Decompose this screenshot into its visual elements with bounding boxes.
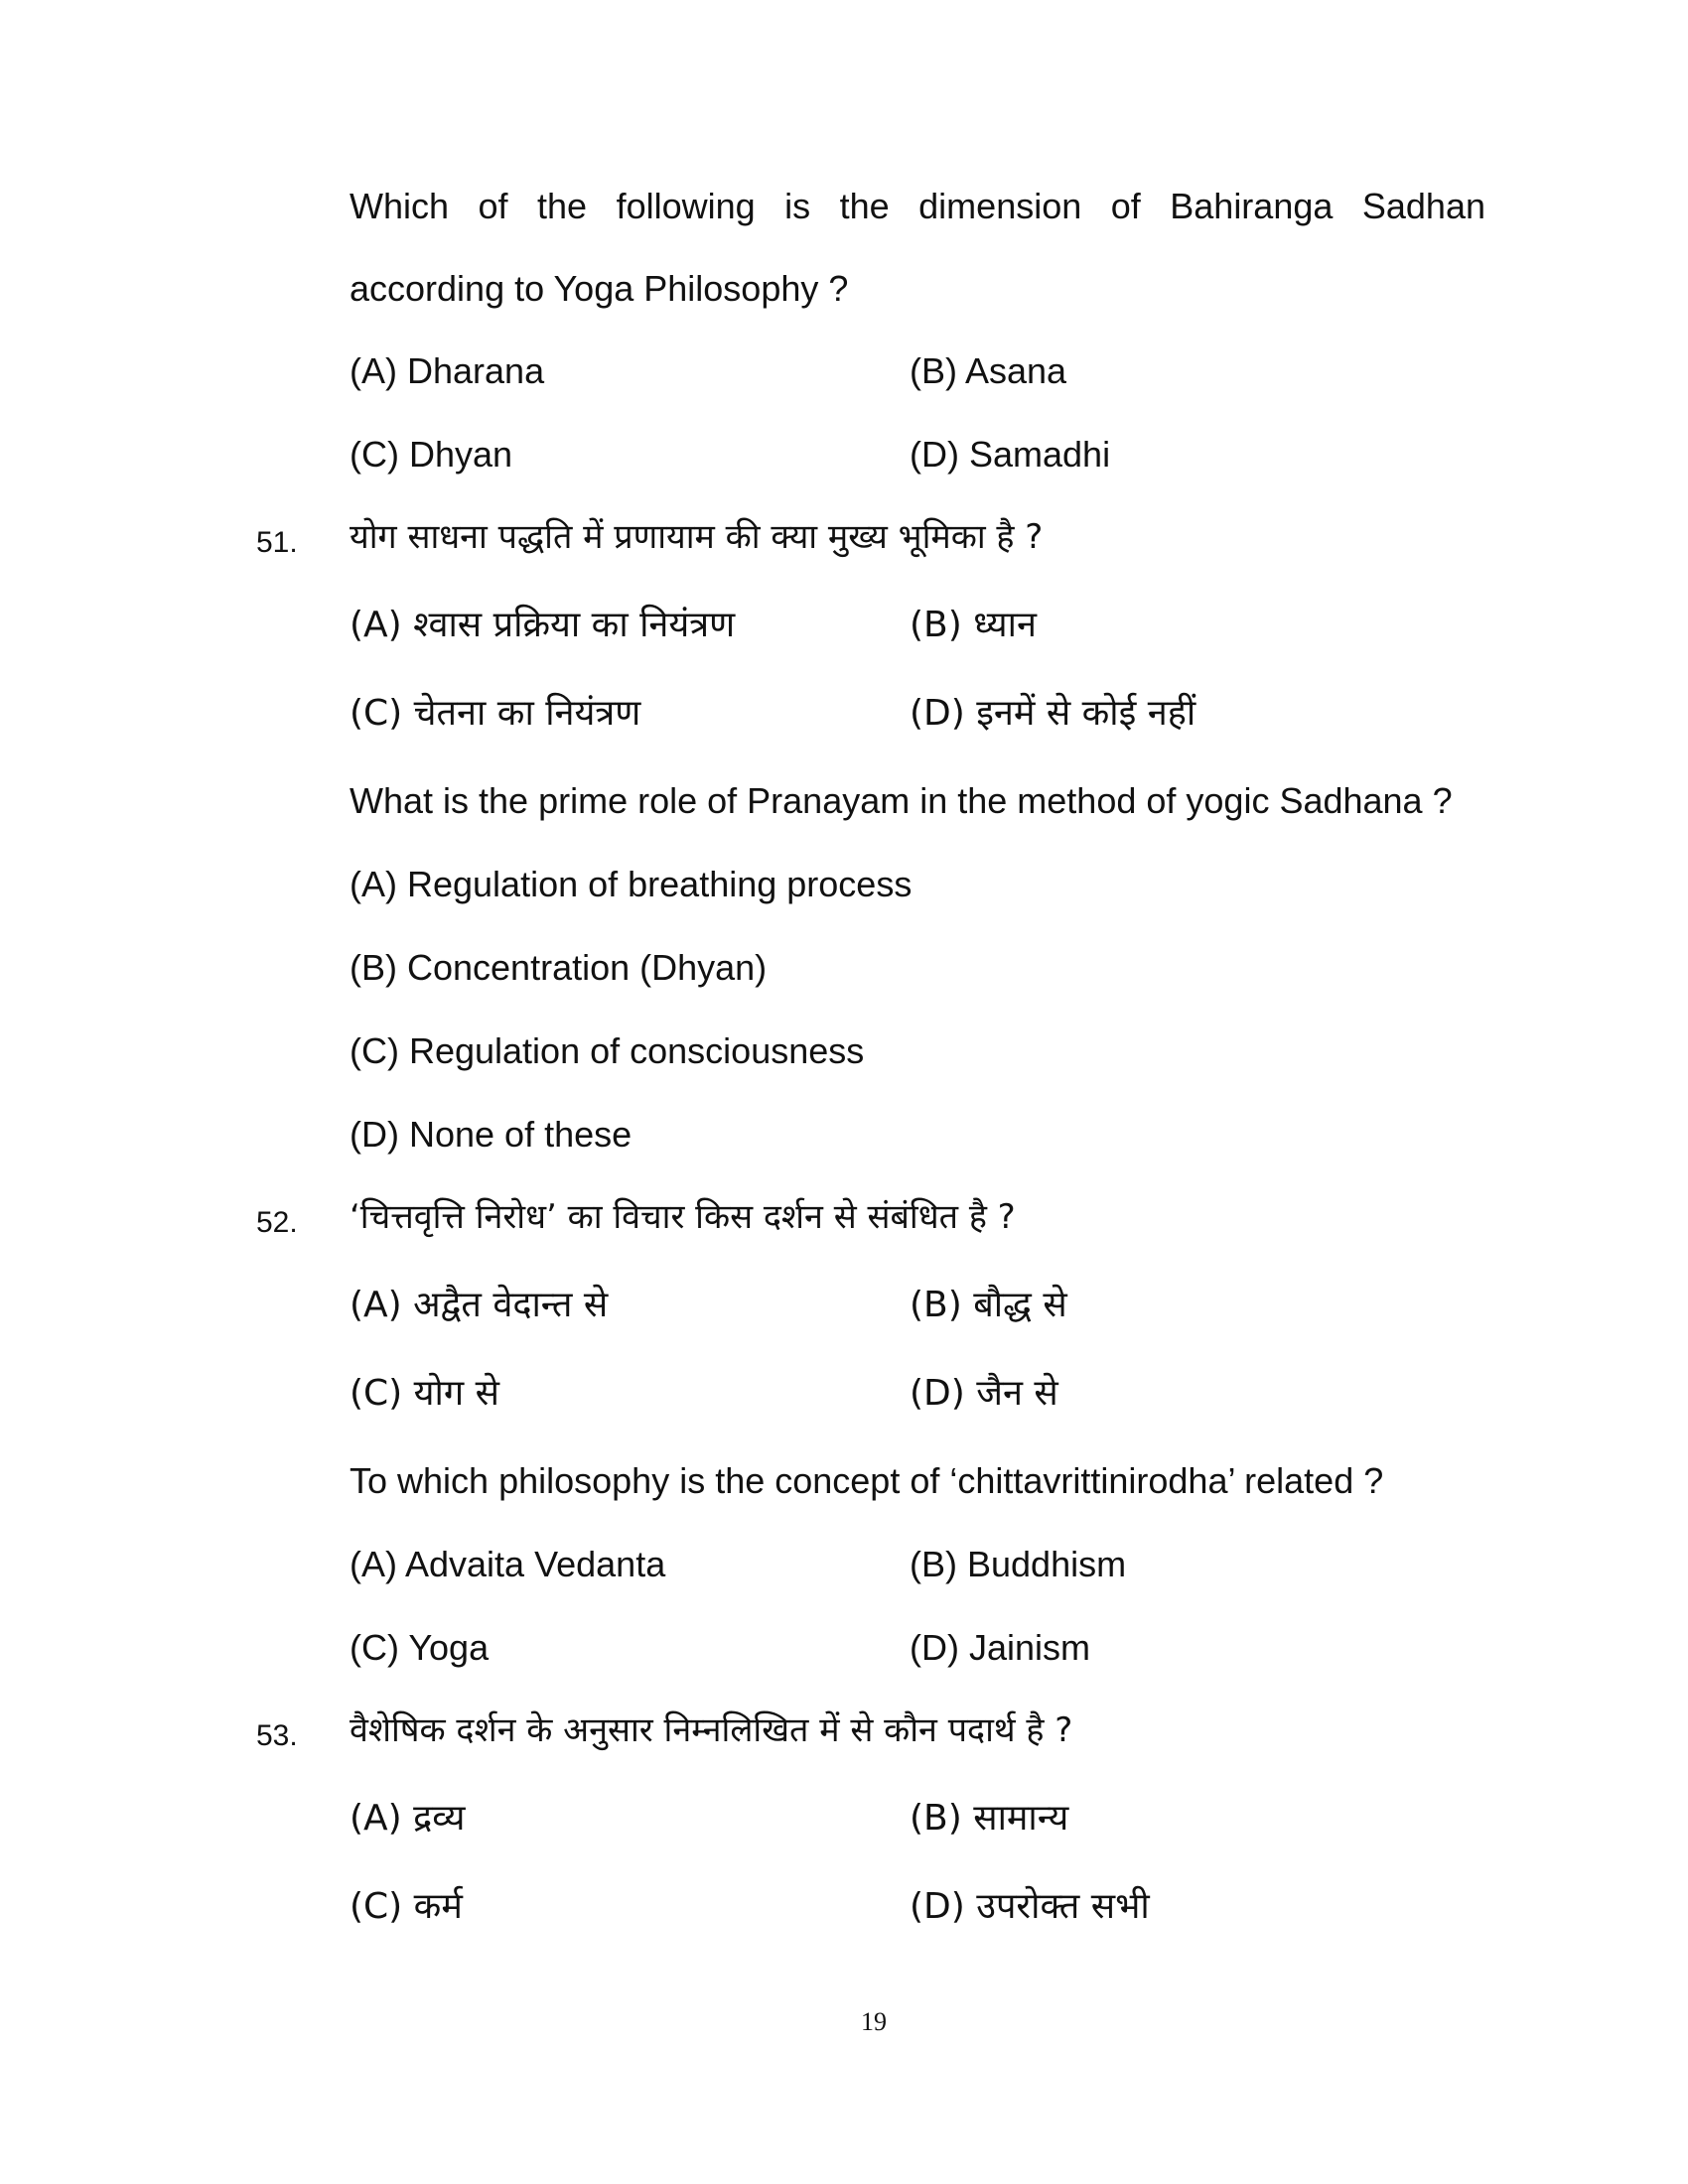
page-number: 19 <box>861 2007 887 2036</box>
q52-english-question: To which philosophy is the concept of ‘chittavrittinirodha’ related ? <box>350 1460 1384 1501</box>
q50-english-line-2: according to Yoga Philosophy ? <box>350 268 849 309</box>
q52-hindi-option-d: (D) जैन से <box>910 1373 1058 1414</box>
question-number-51: 51. <box>256 526 298 559</box>
q52-hindi-option-c: (C) योग से <box>350 1373 499 1414</box>
q51-hindi-option-d: (D) इनमें से कोई नहीं <box>910 693 1196 734</box>
q52-hindi-question: ‘चित्तवृत्ति निरोध’ का विचार किस दर्शन से संबंधित है ? <box>350 1197 1016 1237</box>
q50-english-line-1: Which of the following is the dimension of Bahiranga Sadhan <box>350 186 1485 226</box>
q50-option-a: (A) Dharana <box>350 350 545 391</box>
question-number-53: 53. <box>256 1719 298 1752</box>
q51-english-option-c: (C) Regulation of consciousness <box>350 1030 865 1071</box>
q52-hindi-option-b: (B) बौद्ध से <box>910 1285 1067 1325</box>
q51-hindi-option-a: (A) श्वास प्रक्रिया का नियंत्रण <box>350 605 736 645</box>
q51-english-question: What is the prime role of Pranayam in the method of yogic Sadhana ? <box>350 780 1453 821</box>
q52-english-option-b: (B) Buddhism <box>910 1544 1127 1584</box>
q53-hindi-option-c: (C) कर्म <box>350 1886 463 1927</box>
question-number-52: 52. <box>256 1206 298 1239</box>
q50-option-c: (C) Dhyan <box>350 434 513 475</box>
q53-hindi-question: वैशेषिक दर्शन के अनुसार निम्नलिखित में से कौन पदार्थ है ? <box>350 1710 1073 1750</box>
q51-english-option-a: (A) Regulation of breathing process <box>350 864 913 904</box>
q52-hindi-option-a: (A) अद्वैत वेदान्त से <box>350 1285 609 1325</box>
q52-english-option-d: (D) Jainism <box>910 1627 1091 1668</box>
q51-english-option-b: (B) Concentration (Dhyan) <box>350 947 768 988</box>
q53-hindi-option-b: (B) सामान्य <box>910 1798 1069 1839</box>
q51-hindi-option-b: (B) ध्यान <box>910 605 1037 645</box>
q53-hindi-option-a: (A) द्रव्य <box>350 1798 466 1839</box>
q52-english-option-c: (C) Yoga <box>350 1627 490 1668</box>
q51-hindi-question: योग साधना पद्धति में प्रणायाम की क्या मुख्य भूमिका है ? <box>350 517 1044 557</box>
q53-hindi-option-d: (D) उपरोक्त सभी <box>910 1886 1150 1927</box>
q50-option-b: (B) Asana <box>910 350 1067 391</box>
q50-option-d: (D) Samadhi <box>910 434 1111 475</box>
q52-english-option-a: (A) Advaita Vedanta <box>350 1544 666 1584</box>
q51-english-option-d: (D) None of these <box>350 1114 633 1155</box>
q51-hindi-option-c: (C) चेतना का नियंत्रण <box>350 693 641 734</box>
